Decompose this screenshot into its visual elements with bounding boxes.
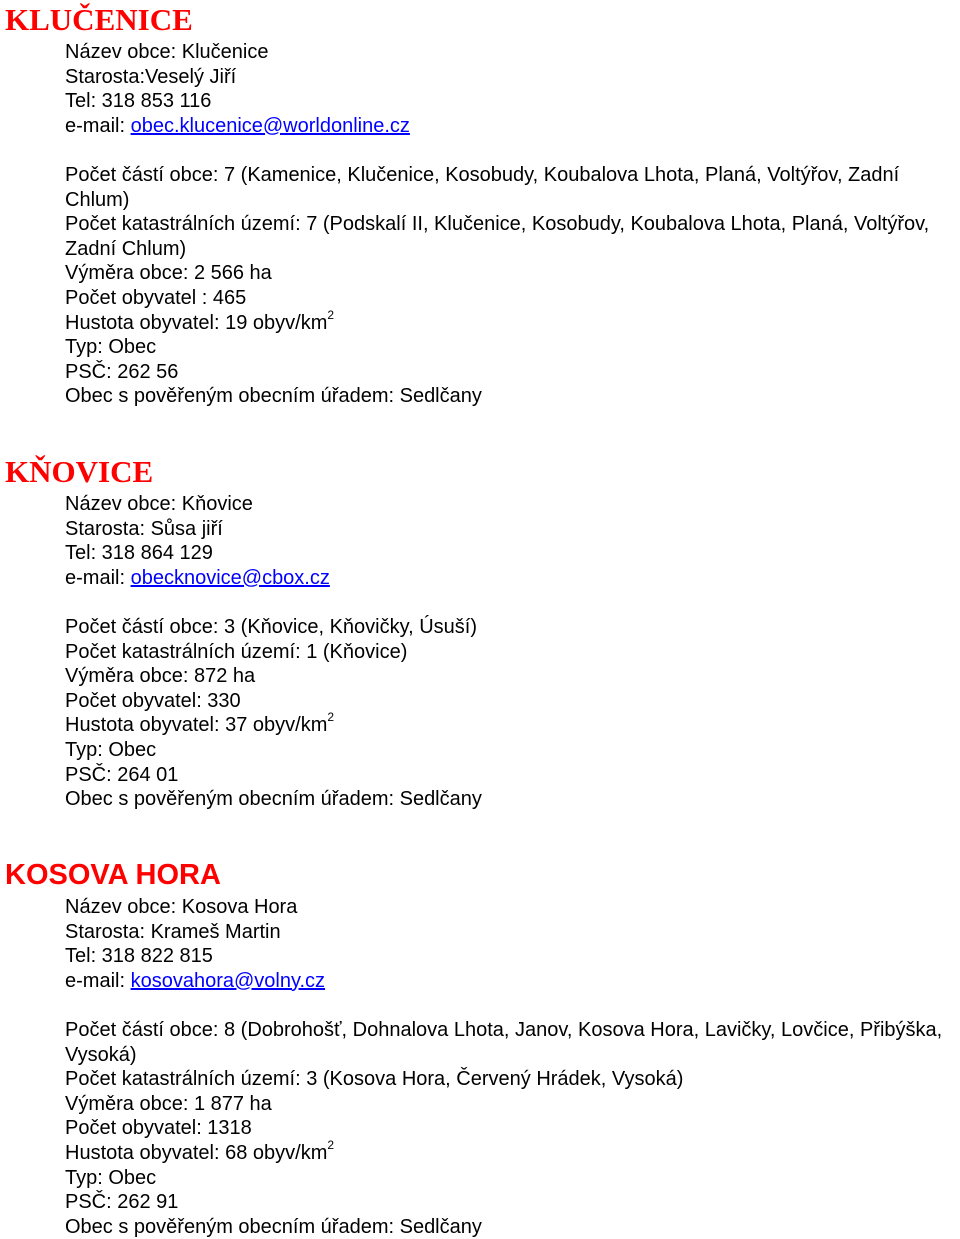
population: Počet obyvatel : 465	[65, 286, 247, 309]
density-exponent: 2	[327, 307, 335, 322]
density-row	[65, 1137, 960, 1166]
email-link[interactable]: kosovahora@volny.cz	[130, 969, 326, 992]
parts-count: Počet částí obce: 8 (Dobrohošť, Dohnalova Lhota, Janov, Kosova Hora, Lavičky, Lovčice, Přibýška, Vysoká)	[65, 1018, 943, 1066]
density-exponent: 2	[327, 1137, 335, 1152]
population: Počet obyvatel: 330	[65, 689, 241, 712]
section-title: KŇOVICE	[5, 454, 154, 489]
municipality-name: Název obce: Kosova Hora	[65, 896, 298, 918]
postal-code: PSČ: 264 01	[65, 763, 179, 786]
email-label: e-mail:	[65, 114, 131, 137]
density: Hustota obyvatel: 68 obyv/km	[65, 1141, 328, 1164]
postal-code: PSČ: 262 56	[65, 360, 179, 383]
postal-code: PSČ: 262 91	[65, 1191, 179, 1214]
type: Typ: Obec	[65, 738, 157, 761]
email-label: e-mail:	[65, 969, 131, 992]
area: Výměra obce: 2 566 ha	[65, 262, 272, 285]
section-title: KOSOVA HORA	[5, 859, 221, 891]
cadastral-count: Počet katastrálních území: 1 (Kňovice)	[65, 640, 408, 663]
section-details	[65, 40, 960, 409]
email-link[interactable]: obecknovice@cbox.cz	[130, 566, 330, 589]
municipality-name: Název obce: Klučenice	[65, 41, 269, 63]
authorized-office: Obec s pověřeným obecním úřadem: Sedlčany	[65, 385, 482, 408]
type: Typ: Obec	[65, 1166, 157, 1189]
authorized-office: Obec s pověřeným obecním úřadem: Sedlčany	[65, 788, 482, 811]
mayor: Starosta: Sůsa jiří	[65, 517, 223, 540]
mayor: Starosta: Krameš Martin	[65, 920, 281, 943]
cadastral-count: Počet katastrálních území: 3 (Kosova Hora, Červený Hrádek, Vysoká)	[65, 1068, 684, 1091]
density: Hustota obyvatel: 19 obyv/km	[65, 311, 328, 334]
spacer	[65, 590, 960, 615]
density-exponent: 2	[327, 710, 335, 725]
area: Výměra obce: 872 ha	[65, 665, 256, 688]
spacer	[65, 138, 960, 163]
parts-count: Počet částí obce: 3 (Kňovice, Kňovičky, Úsuší)	[65, 615, 478, 638]
phone: Tel: 318 864 129	[65, 542, 213, 565]
email-row	[65, 114, 960, 139]
area: Výměra obce: 1 877 ha	[65, 1092, 272, 1115]
email-row	[65, 969, 960, 994]
spacer	[65, 993, 960, 1018]
mayor: Starosta:Veselý Jiří	[65, 65, 237, 88]
phone: Tel: 318 822 815	[65, 945, 213, 968]
cadastral-count: Počet katastrálních území: 7 (Podskalí II, Klučenice, Kosobudy, Koubalova Lhota, Planá, Voltýřov, Zadní Chlum)	[65, 213, 930, 260]
population: Počet obyvatel: 1318	[65, 1117, 252, 1140]
municipality-name: Název obce: Kňovice	[65, 493, 253, 515]
email-row	[65, 566, 960, 591]
parts-count: Počet částí obce: 7 (Kamenice, Klučenice, Kosobudy, Koubalova Lhota, Planá, Voltýřov, Zadní Chlum)	[65, 163, 900, 211]
density-row	[65, 307, 960, 336]
density: Hustota obyvatel: 37 obyv/km	[65, 714, 328, 737]
phone: Tel: 318 853 116	[65, 90, 212, 113]
density-row	[65, 710, 960, 738]
email-link[interactable]: obec.klucenice@worldonline.cz	[130, 114, 410, 137]
section-title: KLUČENICE	[5, 2, 193, 37]
type: Typ: Obec	[65, 336, 157, 359]
section-details	[65, 895, 960, 1239]
authorized-office: Obec s pověřeným obecním úřadem: Sedlčany	[65, 1215, 482, 1238]
section-details	[65, 492, 960, 812]
email-label: e-mail:	[65, 566, 131, 589]
